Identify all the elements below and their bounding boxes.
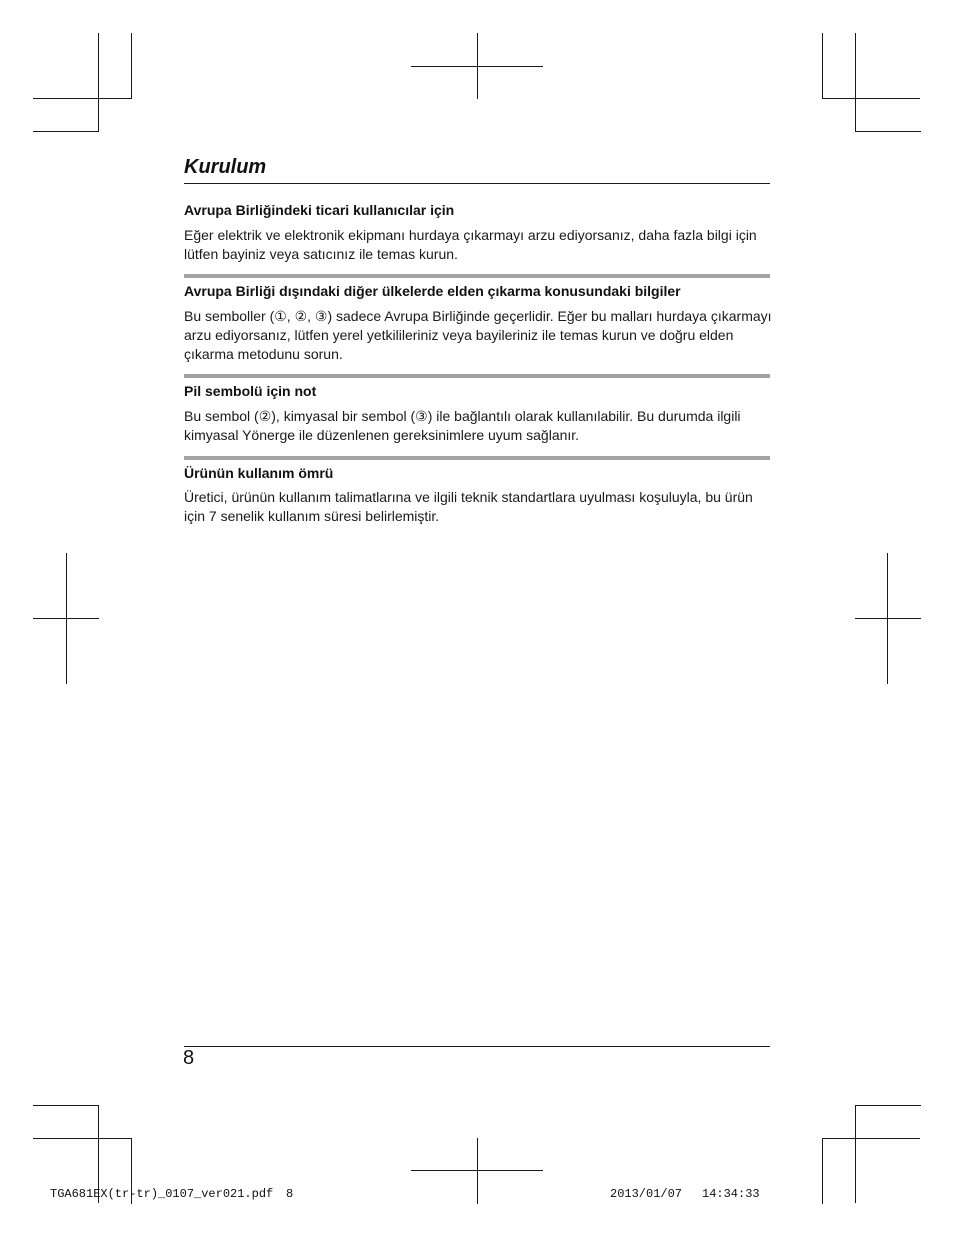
section-heading: Pil sembolü için not <box>184 383 317 399</box>
page-number: 8 <box>183 1047 195 1069</box>
section-divider <box>184 274 770 278</box>
section-body: Bu semboller (①, ②, ③) sadece Avrupa Birliğinde geçerlidir. Eğer bu malları hurdaya çıkarmayı arzu ediyorsanız, lütfen yerel yetkilileriniz veya bayileriniz ile temas kurun ve doğru elden çıkarma metodunu sorun. <box>184 308 772 362</box>
section-divider <box>184 456 770 460</box>
crop-mark-line <box>131 33 132 99</box>
crop-mark-line <box>855 33 856 131</box>
footer-divider <box>184 1046 770 1047</box>
crop-mark-line <box>855 618 921 619</box>
section-heading: Ürünün kullanım ömrü <box>184 465 334 481</box>
page-title: Kurulum <box>184 156 267 178</box>
crop-mark-line <box>411 66 543 67</box>
crop-mark-line <box>855 131 921 132</box>
crop-mark-line <box>98 33 99 131</box>
section-body: Bu sembol (②), kimyasal bir sembol (③) ile bağlantılı olarak kullanılabilir. Bu durumda ilgili kimyasal Yönerge ile düzenlenen gereksinimlere uyum sağlanır. <box>184 408 741 443</box>
crop-mark-line <box>822 98 920 99</box>
section-body: Eğer elektrik ve elektronik ekipmanı hurdaya çıkarmayı arzu ediyorsanız, daha fazla bilgi için lütfen bayiniz veya satıcınız ile temas kurun. <box>184 227 757 262</box>
print-slug-time: 14:34:33 <box>702 1187 760 1201</box>
crop-mark-line <box>822 1138 823 1204</box>
crop-mark-line <box>822 33 823 99</box>
crop-mark-line <box>33 131 99 132</box>
crop-mark-line <box>855 1105 921 1106</box>
section-heading: Avrupa Birliğindeki ticari kullanıcılar için <box>184 202 455 218</box>
crop-mark-line <box>477 1138 478 1204</box>
print-slug-filename: TGA681EX(tr-tr)_0107_ver021.pdf <box>50 1187 274 1201</box>
crop-mark-line <box>33 618 99 619</box>
crop-mark-line <box>33 1138 131 1139</box>
section-divider <box>184 374 770 378</box>
title-divider <box>184 183 770 184</box>
crop-mark-line <box>33 1105 99 1106</box>
crop-mark-line <box>33 98 131 99</box>
print-slug-date: 2013/01/07 <box>610 1187 683 1201</box>
section-heading: Avrupa Birliği dışındaki diğer ülkelerde elden çıkarma konusundaki bilgiler <box>184 283 681 299</box>
print-slug-page: 8 <box>286 1187 294 1201</box>
section-body: Üretici, ürünün kullanım talimatlarına ve ilgili teknik standartlara uyulması koşuluyla, bu ürün için 7 senelik kullanım süresi belirlemiştir. <box>184 489 753 524</box>
crop-mark-line <box>822 1138 920 1139</box>
crop-mark-line <box>855 1105 856 1203</box>
